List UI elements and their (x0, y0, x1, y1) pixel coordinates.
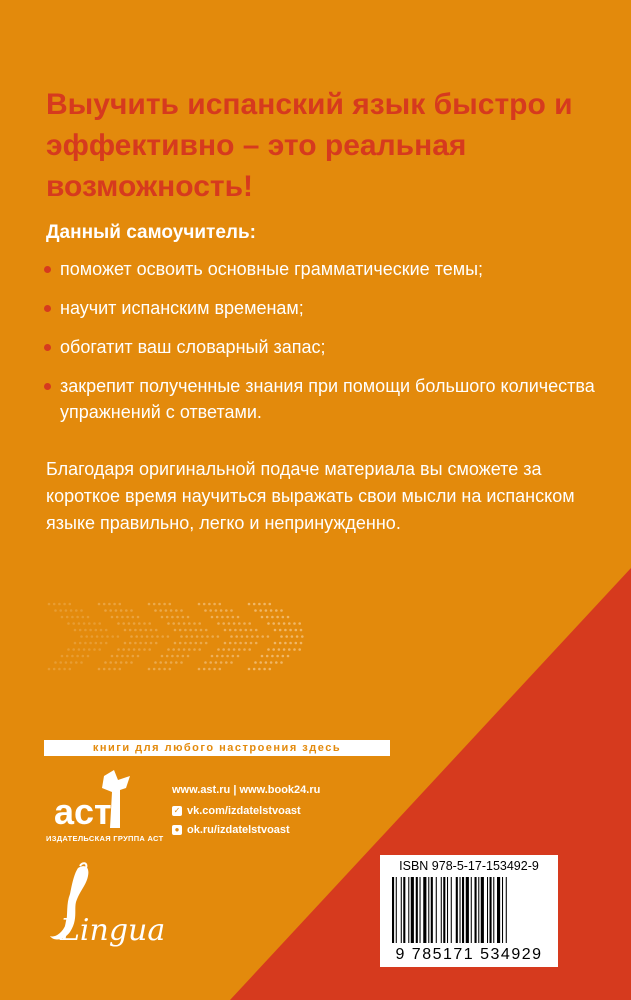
barcode-image (390, 877, 548, 945)
tagline-bar: книги для любого настроения здесь (44, 740, 390, 756)
publisher-caption: ИЗДАТЕЛЬСКАЯ ГРУППА АСТ (46, 834, 164, 843)
feature-list (44, 256, 614, 438)
ok-row (172, 820, 320, 839)
svg-text:Lingua: Lingua (60, 913, 166, 948)
ok-icon: ● (172, 825, 182, 835)
websites-link[interactable]: www.ast.ru | www.book24.ru (172, 783, 321, 796)
ast-logo (54, 766, 144, 832)
bullet-dot-icon (44, 344, 51, 351)
headline: Выучить испанский язык быстро и эффективно – это реальная возможность! (46, 88, 573, 203)
vk-row (172, 801, 320, 820)
bullet-dot-icon (44, 266, 51, 273)
lingua-logo (40, 862, 210, 962)
publisher-links (172, 780, 320, 839)
barcode-panel (380, 855, 558, 967)
feature-item: поможет освоить основные грамматические темы; (44, 256, 614, 282)
vk-link[interactable]: vk.com/izdatelstvoast (187, 804, 301, 817)
ok-link[interactable]: ok.ru/izdatelstvoast (187, 823, 290, 836)
ean-digits: 9 785171 534929 (395, 946, 543, 963)
feature-item: обогатит ваш словарный запас; (44, 334, 614, 360)
vk-icon: ✓ (173, 805, 181, 815)
feature-item: закрепит полученные знания при помощи большого количества упражнений с ответами. (44, 373, 614, 425)
dotted-arrows-decoration (44, 596, 304, 676)
description-paragraph: Благодаря оригинальной подаче материала вы сможете за короткое время научиться выражать свои мысли на испанском языке правильно, легко и непринужденно. (46, 459, 575, 533)
bullet-dot-icon (44, 383, 51, 390)
websites-row (172, 780, 320, 799)
intro-heading: Данный самоучитель: (46, 222, 256, 243)
svg-text:аст: аст (54, 791, 112, 832)
isbn-label: ISBN 978-5-17-153492-9 (399, 859, 539, 873)
feature-item: научит испанским временам; (44, 295, 614, 321)
bullet-dot-icon (44, 305, 51, 312)
